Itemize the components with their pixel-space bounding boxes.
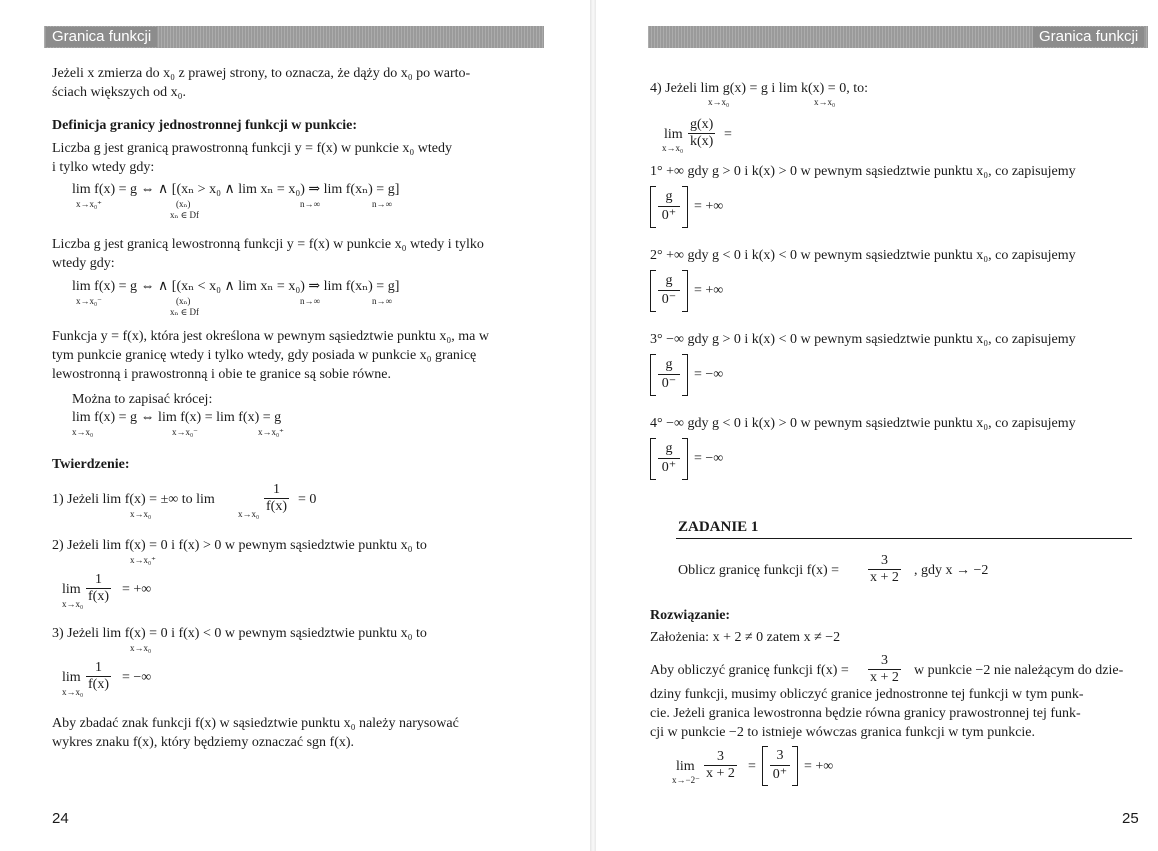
theorem-1-sub-b: x→x₀	[238, 509, 260, 519]
quotient-numerator: g(x)	[690, 117, 714, 132]
theorem-2: 2) Jeżeli lim f(x) = 0 i f(x) > 0 w pewnym sąsiedztwie punktu x₀ to	[52, 538, 427, 553]
final-bracket	[762, 746, 798, 786]
case-1-denominator: 0⁺	[661, 208, 677, 223]
left-limit-formula: lim f(x) = g ⇔ ∧ [(xₙ < x₀ ∧ lim xₙ = x₀) ⇒ lim f(xₙ) = g]	[72, 279, 400, 294]
case-2-bracket-frac	[658, 272, 680, 309]
intro-line-2: ściach większych od x₀.	[52, 85, 186, 100]
left-formula-sub-domain: xₙ ∈ Df	[170, 307, 200, 317]
theorem-2-lim: lim	[62, 582, 81, 597]
left-header-title: Granica funkcji	[46, 27, 157, 47]
case-4-text: 4° −∞ gdy g < 0 i k(x) > 0 w pewnym sąsiedztwie punktu x₀, co zapisujemy	[650, 416, 1076, 431]
case-3-denominator: 0⁻	[661, 376, 677, 391]
theorem-2-fraction	[86, 572, 111, 605]
limit-existence-line-2: tym punkcie granicę wtedy i tylko wtedy, gdy posiada w punkcie x₀ granicę	[52, 348, 477, 363]
theorem-2-sub: x→x₀⁺	[130, 555, 156, 565]
left-page-number: 24	[52, 810, 69, 827]
case-2-numerator: g	[658, 272, 680, 291]
case-1-bracket-right	[682, 186, 688, 228]
right-formula-sub-n1: n→∞	[300, 199, 320, 209]
right-limit-formula: lim f(x) = g ⇔ ∧ [(xₙ > x₀ ∧ lim xₙ = x₀) ⇒ lim f(xₙ) = g]	[72, 182, 400, 197]
theorem-2-tail: = +∞	[122, 582, 152, 597]
definition-title: Definicja granicy jednostronnej funkcji w punkcie:	[52, 118, 358, 133]
solution-title: Rozwiązanie:	[650, 608, 731, 623]
solution-line-2: dziny funkcji, musimy obliczyć granice jednostronne tej funkcji w tym punk-	[650, 687, 1084, 702]
short-sub-1: x→x₀	[72, 427, 94, 437]
quotient-lim-sub: x→x₀	[662, 143, 684, 153]
case-4-numerator: g	[658, 440, 680, 459]
case-4-bracket-right	[682, 438, 688, 480]
theorem-3-lim-sub: x→x₀	[62, 687, 84, 697]
case-1-numerator: g	[658, 188, 680, 207]
theorem-1-denominator: f(x)	[266, 499, 287, 514]
final-bracket-denominator: 0⁺	[772, 767, 788, 782]
theorem-2-numerator: 1	[86, 572, 111, 589]
theorem-1-fraction	[264, 482, 289, 515]
task-text: Oblicz granicę funkcji f(x) =	[678, 563, 840, 578]
case-1-bracket-frac	[658, 188, 680, 225]
solution-line-3: cie. Jeżeli granica lewostronna będzie równa granicy prawostronnej tej funk-	[650, 706, 1081, 721]
limit-existence-line-3: lewostronną i prawostronną i obie te granice są sobie równe.	[52, 367, 392, 382]
quotient-lim: lim	[664, 127, 683, 142]
theorem-3-lim: lim	[62, 670, 81, 685]
task-title-rule	[676, 538, 1132, 539]
right-formula-sub-n2: n→∞	[372, 199, 392, 209]
item-4: 4) Jeżeli lim g(x) = g i lim k(x) = 0, to:	[650, 81, 868, 96]
case-3-result: = −∞	[694, 367, 724, 382]
assumptions: Założenia: x + 2 ≠ 0 zatem x ≠ −2	[650, 630, 841, 645]
case-2-bracket-left	[650, 270, 656, 312]
case-4-bracket-left	[650, 438, 656, 480]
theorem-1-tail: = 0	[298, 492, 317, 507]
case-2-bracket	[650, 270, 688, 312]
final-lim: lim	[676, 759, 695, 774]
final-bracket-right	[792, 746, 798, 786]
quotient-tail: =	[724, 127, 732, 142]
case-1-result: = +∞	[694, 199, 724, 214]
task-numerator: 3	[868, 553, 901, 570]
theorem-2-lim-sub: x→x₀	[62, 599, 84, 609]
theorem-3: 3) Jeżeli lim f(x) = 0 i f(x) < 0 w pewnym sąsiedztwie punktu x₀ to	[52, 626, 427, 641]
theorem-3-sub: x→x₀	[130, 643, 152, 653]
final-lim-sub: x→−2⁻	[672, 775, 700, 785]
left-limit-def-1: Liczba g jest granicą lewostronną funkcji y = f(x) w punkcie x₀ wtedy i tylko	[52, 237, 484, 252]
theorem-3-tail: = −∞	[122, 670, 152, 685]
theorem-3-fraction	[86, 660, 111, 693]
task-fraction	[868, 553, 901, 586]
final-bracket-numerator: 3	[770, 747, 790, 766]
theorem-3-denominator: f(x)	[88, 677, 109, 692]
final-fraction	[704, 749, 737, 782]
right-limit-def-1: Liczba g jest granicą prawostronną funkcji y = f(x) w punkcie x₀ wtedy	[52, 141, 452, 156]
case-1-bracket	[650, 186, 688, 228]
right-page-number: 25	[1122, 810, 1139, 827]
solution-numerator: 3	[868, 653, 901, 670]
right-formula-sub-seq: (xₙ)	[176, 199, 191, 209]
right-formula-sub-lim: x→x₀⁺	[76, 199, 102, 209]
case-3-bracket-left	[650, 354, 656, 396]
case-2-denominator: 0⁻	[661, 292, 677, 307]
sign-analysis-line-1: Aby zbadać znak funkcji f(x) w sąsiedztwie punktu x₀ należy narysować	[52, 716, 459, 731]
theorem-title: Twierdzenie:	[52, 457, 130, 472]
case-2-text: 2° +∞ gdy g < 0 i k(x) < 0 w pewnym sąsiedztwie punktu x₀, co zapisujemy	[650, 248, 1076, 263]
right-header-title: Granica funkcji	[1033, 27, 1144, 47]
case-3-bracket-frac	[658, 356, 680, 393]
theorem-1-numerator: 1	[264, 482, 289, 499]
final-numerator: 3	[704, 749, 737, 766]
case-1-text: 1° +∞ gdy g > 0 i k(x) > 0 w pewnym sąsiedztwie punktu x₀, co zapisujemy	[650, 164, 1076, 179]
case-1-bracket-left	[650, 186, 656, 228]
left-formula-sub-n2: n→∞	[372, 296, 392, 306]
quotient-denominator: k(x)	[690, 134, 714, 149]
theorem-2-denominator: f(x)	[88, 589, 109, 604]
left-limit-def-2: wtedy gdy:	[52, 256, 115, 271]
limit-existence-line-1: Funkcja y = f(x), która jest określona w pewnym sąsiedztwie punktu x₀, ma w	[52, 329, 489, 344]
solution-denominator: x + 2	[870, 670, 899, 685]
short-sub-2: x→x₀⁻	[172, 427, 198, 437]
case-4-bracket	[650, 438, 688, 480]
short-sub-3: x→x₀⁺	[258, 427, 284, 437]
final-result: = +∞	[804, 759, 834, 774]
solution-line-1b: w punkcie −2 nie należącym do dzie-	[914, 663, 1124, 678]
short-form-label: Można to zapisać krócej:	[72, 392, 213, 407]
case-3-text: 3° −∞ gdy g > 0 i k(x) < 0 w pewnym sąsiedztwie punktu x₀, co zapisujemy	[650, 332, 1076, 347]
case-3-numerator: g	[658, 356, 680, 375]
final-bracket-left	[762, 746, 768, 786]
case-4-bracket-frac	[658, 440, 680, 477]
right-page	[596, 0, 1158, 851]
case-3-bracket-right	[682, 354, 688, 396]
task-tail: , gdy x → −2	[914, 563, 989, 578]
intro-line-1: Jeżeli x zmierza do x₀ z prawej strony, to oznacza, że dąży do x₀ po warto-	[52, 66, 471, 81]
item-4-sub-k: x→x₀	[814, 97, 836, 107]
task-denominator: x + 2	[870, 570, 899, 585]
solution-line-1a: Aby obliczyć granicę funkcji f(x) =	[650, 663, 849, 678]
final-denominator: x + 2	[706, 766, 735, 781]
theorem-1-sub-a: x→x₀	[130, 509, 152, 519]
left-formula-sub-n1: n→∞	[300, 296, 320, 306]
solution-fraction	[868, 653, 901, 686]
case-4-denominator: 0⁺	[661, 460, 677, 475]
task-title: ZADANIE 1	[678, 519, 759, 535]
case-2-result: = +∞	[694, 283, 724, 298]
case-4-result: = −∞	[694, 451, 724, 466]
item-4-sub-g: x→x₀	[708, 97, 730, 107]
sign-analysis-line-2: wykres znaku f(x), który będziemy oznaczać sgn f(x).	[52, 735, 355, 750]
case-2-bracket-right	[682, 270, 688, 312]
right-formula-sub-domain: xₙ ∈ Df	[170, 210, 200, 220]
left-formula-sub-lim: x→x₀⁻	[76, 296, 102, 306]
short-form-formula: lim f(x) = g ⇔ lim f(x) = lim f(x) = g	[72, 410, 282, 425]
quotient-fraction	[688, 117, 715, 150]
theorem-1: 1) Jeżeli lim f(x) = ±∞ to lim	[52, 492, 215, 507]
right-limit-def-2: i tylko wtedy gdy:	[52, 160, 155, 175]
theorem-3-numerator: 1	[86, 660, 111, 677]
solution-line-4: cji w punkcie −2 to istnieje wówczas granica funkcji w tym punkcie.	[650, 725, 1036, 740]
final-equals: =	[748, 759, 756, 774]
final-bracket-frac	[770, 747, 790, 784]
case-3-bracket	[650, 354, 688, 396]
left-formula-sub-seq: (xₙ)	[176, 296, 191, 306]
